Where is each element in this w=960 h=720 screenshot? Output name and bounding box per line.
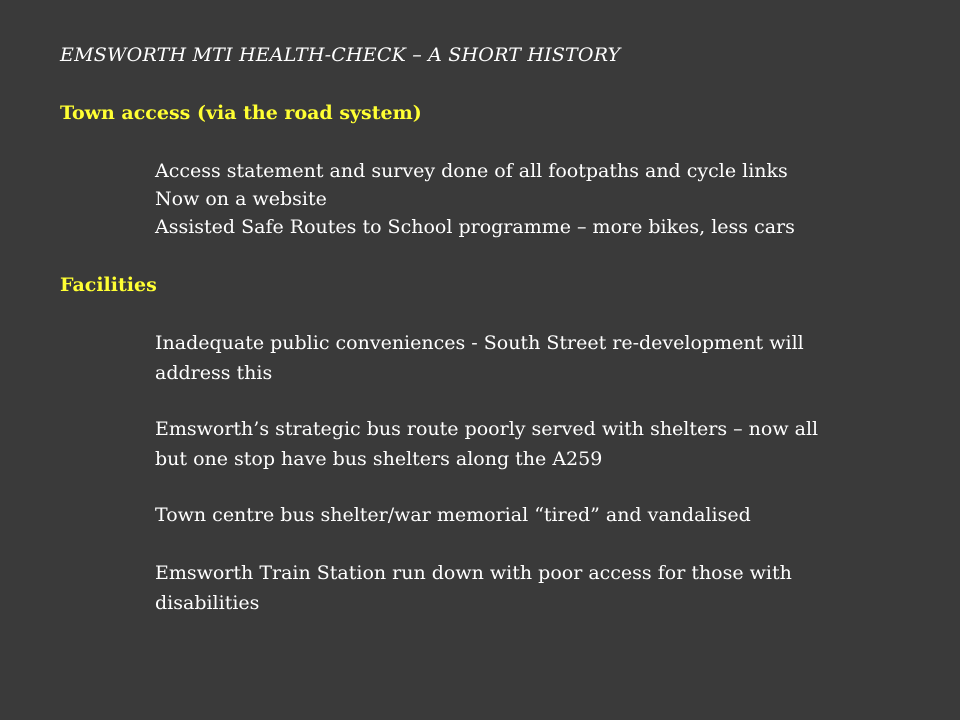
facilities-item-conveniences-line-1: Inadequate public conveniences - South Street re-development will (155, 332, 804, 354)
town-access-line-2: Now on a website (155, 188, 327, 210)
section-heading-facilities: Facilities (60, 274, 157, 296)
facilities-item-train-station-line-2: disabilities (155, 592, 260, 614)
facilities-item-conveniences-line-2: address this (155, 362, 273, 384)
facilities-item-bus-shelter: Town centre bus shelter/war memorial “tired” and vandalised (155, 504, 751, 526)
town-access-line-3: Assisted Safe Routes to School programme – more bikes, less cars (155, 216, 795, 238)
slide-title: EMSWORTH MTI HEALTH-CHECK – A SHORT HISTORY (60, 44, 621, 66)
town-access-line-1: Access statement and survey done of all footpaths and cycle links (155, 160, 788, 182)
facilities-item-train-station-line-1: Emsworth Train Station run down with poor access for those with (155, 562, 792, 584)
section-heading-town-access: Town access (via the road system) (60, 102, 422, 124)
facilities-item-bus-route-line-2: but one stop have bus shelters along the A259 (155, 448, 603, 470)
facilities-item-bus-route-line-1: Emsworth’s strategic bus route poorly served with shelters – now all (155, 418, 819, 440)
